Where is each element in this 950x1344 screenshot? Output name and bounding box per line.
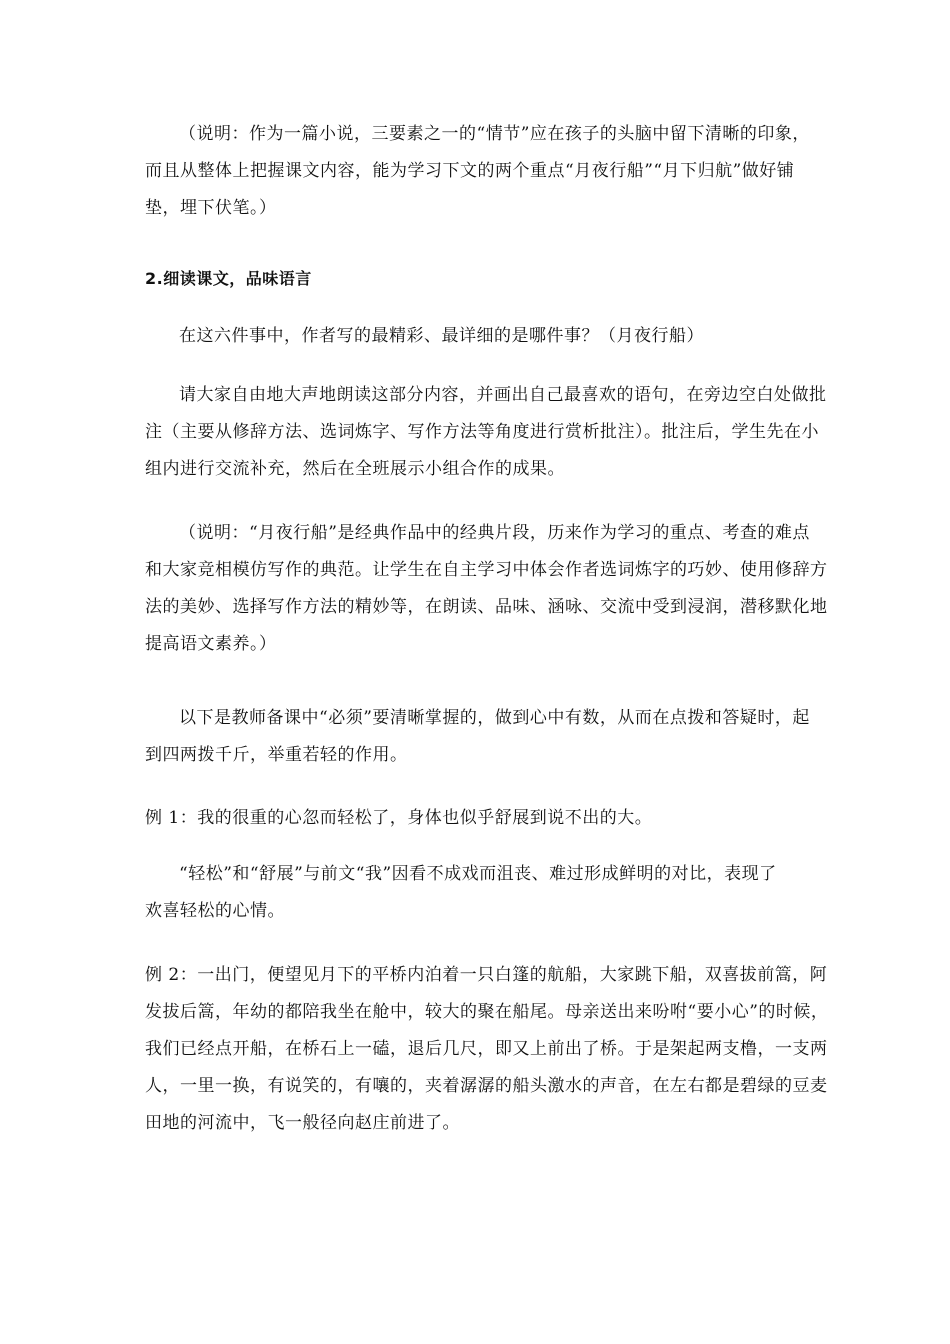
example-1-analysis (145, 856, 805, 930)
text-line: 而且从整体上把握课文内容，能为学习下文的两个重点“月夜行船”“月下归航”做好铺 (145, 161, 795, 181)
note-paragraph-2 (145, 515, 828, 663)
text-line: 和大家竞相模仿写作的典范。让学生在自主学习中体会作者选词炼字的巧妙、使用修辞方 (145, 560, 828, 580)
example-2 (145, 957, 829, 1142)
text-line: 请大家自由地大声地朗读这部分内容，并画出自己最喜欢的语句，在旁边空白处做批 (179, 385, 827, 405)
text-line: 法的美妙、选择写作方法的精妙等，在朗读、品味、涵咏、交流中受到浸润，潜移默化地 (145, 597, 828, 617)
text-line: 我们已经点开船，在桥石上一磕，退后几尺，即又上前出了桥。于是架起两支橹，一支两 (145, 1039, 828, 1059)
text-line: 例 2：一出门，便望见月下的平桥内泊着一只白篷的航船，大家跳下船，双喜拔前篙，阿 (145, 965, 828, 985)
question-paragraph (145, 318, 805, 355)
text-line: 发拔后篙，年幼的都陪我坐在舱中，较大的聚在船尾。母亲送出来吩咐“要小心”的时候， (145, 1002, 829, 1022)
text-line: 在这六件事中，作者写的最精彩、最详细的是哪件事？（月夜行船） (179, 326, 704, 346)
instruction-paragraph (145, 377, 827, 488)
text-line: （说明：作为一篇小说，三要素之一的“情节”应在孩子的头脑中留下清晰的印象， (179, 124, 810, 144)
text-line: 例 1：我的很重的心忽而轻松了，身体也似乎舒展到说不出的大。 (145, 808, 653, 828)
text-line: 注（主要从修辞方法、选词炼字、写作方法等角度进行赏析批注）。批注后，学生先在小 (145, 422, 819, 442)
text-line: “轻松”和“舒展”与前文“我”因看不成戏而沮丧、难过形成鲜明的对比，表现了 (179, 864, 777, 884)
teacher-note-paragraph (145, 700, 810, 774)
text-line: 垫，埋下伏笔。） (145, 198, 277, 218)
text-line: 提高语文素养。） (145, 634, 277, 654)
note-paragraph-1 (145, 116, 810, 227)
example-1 (145, 800, 805, 837)
text-line: 人，一里一换，有说笑的，有嚷的，夹着潺潺的船头激水的声音，在左右都是碧绿的豆麦 (145, 1076, 828, 1096)
text-line: 到四两拨千斤，举重若轻的作用。 (145, 745, 408, 765)
section-heading (145, 260, 805, 297)
text-line: （说明：“月夜行船”是经典作品中的经典片段，历来作为学习的重点、考查的难点 (179, 523, 810, 543)
text-line: 组内进行交流补充，然后在全班展示小组合作的成果。 (145, 459, 565, 479)
text-line: 田地的河流中，飞一般径向赵庄前进了。 (145, 1113, 460, 1133)
text-line: 欢喜轻松的心情。 (145, 901, 285, 921)
section-heading-text: 2.细读课文，品味语言 (145, 269, 312, 288)
text-line: 以下是教师备课中“必须”要清晰掌握的，做到心中有数，从而在点拨和答疑时，起 (179, 708, 810, 728)
